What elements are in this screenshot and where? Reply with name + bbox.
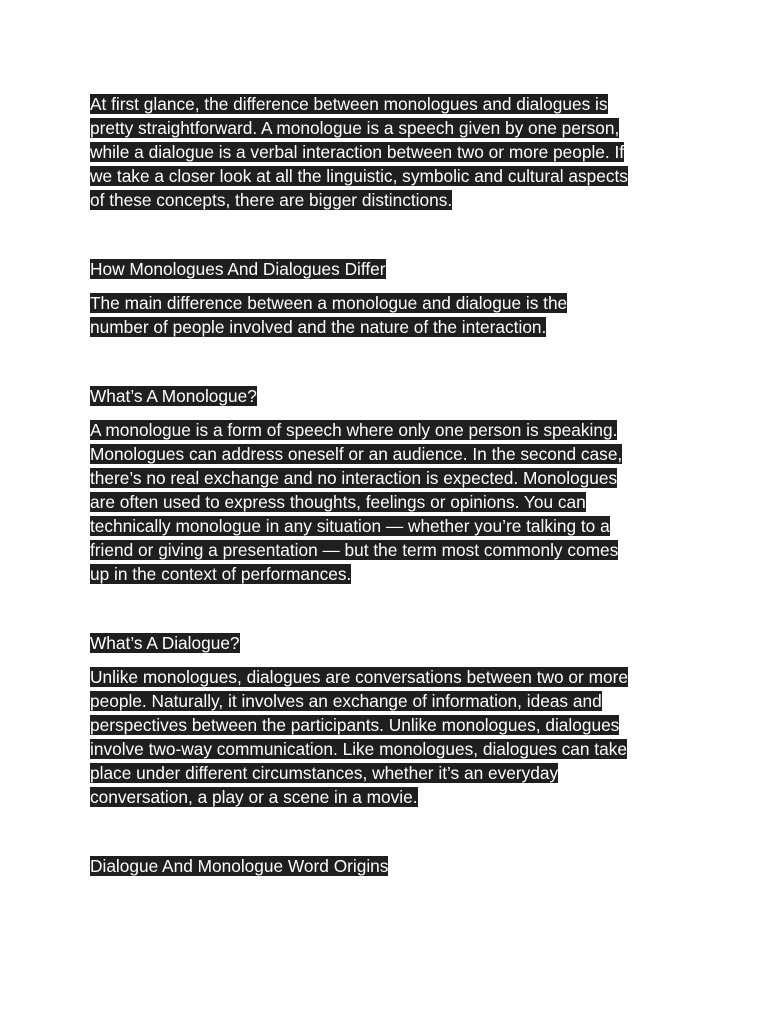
section-heading-dialogue	[90, 631, 690, 655]
text-line: conversation, a play or a scene in a movie.	[90, 787, 418, 807]
text-line: there’s no real exchange and no interaction is expected. Monologues	[90, 468, 618, 488]
text-line: involve two-way communication. Like monologues, dialogues can take	[90, 739, 627, 759]
document-body	[90, 92, 690, 878]
section-heading-monologue	[90, 384, 690, 408]
text-line: A monologue is a form of speech where only one person is speaking.	[90, 420, 618, 440]
text-line: are often used to express thoughts, feelings or opinions. You can	[90, 492, 586, 512]
intro-paragraph	[90, 92, 690, 212]
heading-text: Dialogue And Monologue Word Origins	[90, 856, 389, 876]
text-line: we take a closer look at all the linguistic, symbolic and cultural aspects	[90, 166, 628, 186]
difference-paragraph	[90, 291, 690, 339]
heading-text: What’s A Dialogue?	[90, 633, 240, 653]
text-line: Unlike monologues, dialogues are conversations between two or more	[90, 667, 628, 687]
heading-text: What’s A Monologue?	[90, 386, 257, 406]
text-line: pretty straightforward. A monologue is a speech given by one person,	[90, 118, 620, 138]
section-heading-differ	[90, 257, 690, 281]
text-line: of these concepts, there are bigger distinctions.	[90, 190, 453, 210]
monologue-paragraph	[90, 418, 690, 586]
text-line: people. Naturally, it involves an exchange of information, ideas and	[90, 691, 602, 711]
text-line: technically monologue in any situation — whether you’re talking to a	[90, 516, 610, 536]
text-line: The main difference between a monologue and dialogue is the	[90, 293, 568, 313]
text-line: At first glance, the difference between monologues and dialogues is	[90, 94, 608, 114]
text-line: Monologues can address oneself or an audience. In the second case,	[90, 444, 623, 464]
text-line: perspectives between the participants. Unlike monologues, dialogues	[90, 715, 620, 735]
heading-text: How Monologues And Dialogues Differ	[90, 259, 386, 279]
text-line: place under different circumstances, whether it’s an everyday	[90, 763, 559, 783]
text-line: up in the context of performances.	[90, 564, 352, 584]
section-heading-word-origins	[90, 854, 690, 878]
text-line: friend or giving a presentation — but the term most commonly comes	[90, 540, 619, 560]
text-line: number of people involved and the nature of the interaction.	[90, 317, 547, 337]
text-line: while a dialogue is a verbal interaction between two or more people. If	[90, 142, 625, 162]
dialogue-paragraph	[90, 665, 690, 809]
